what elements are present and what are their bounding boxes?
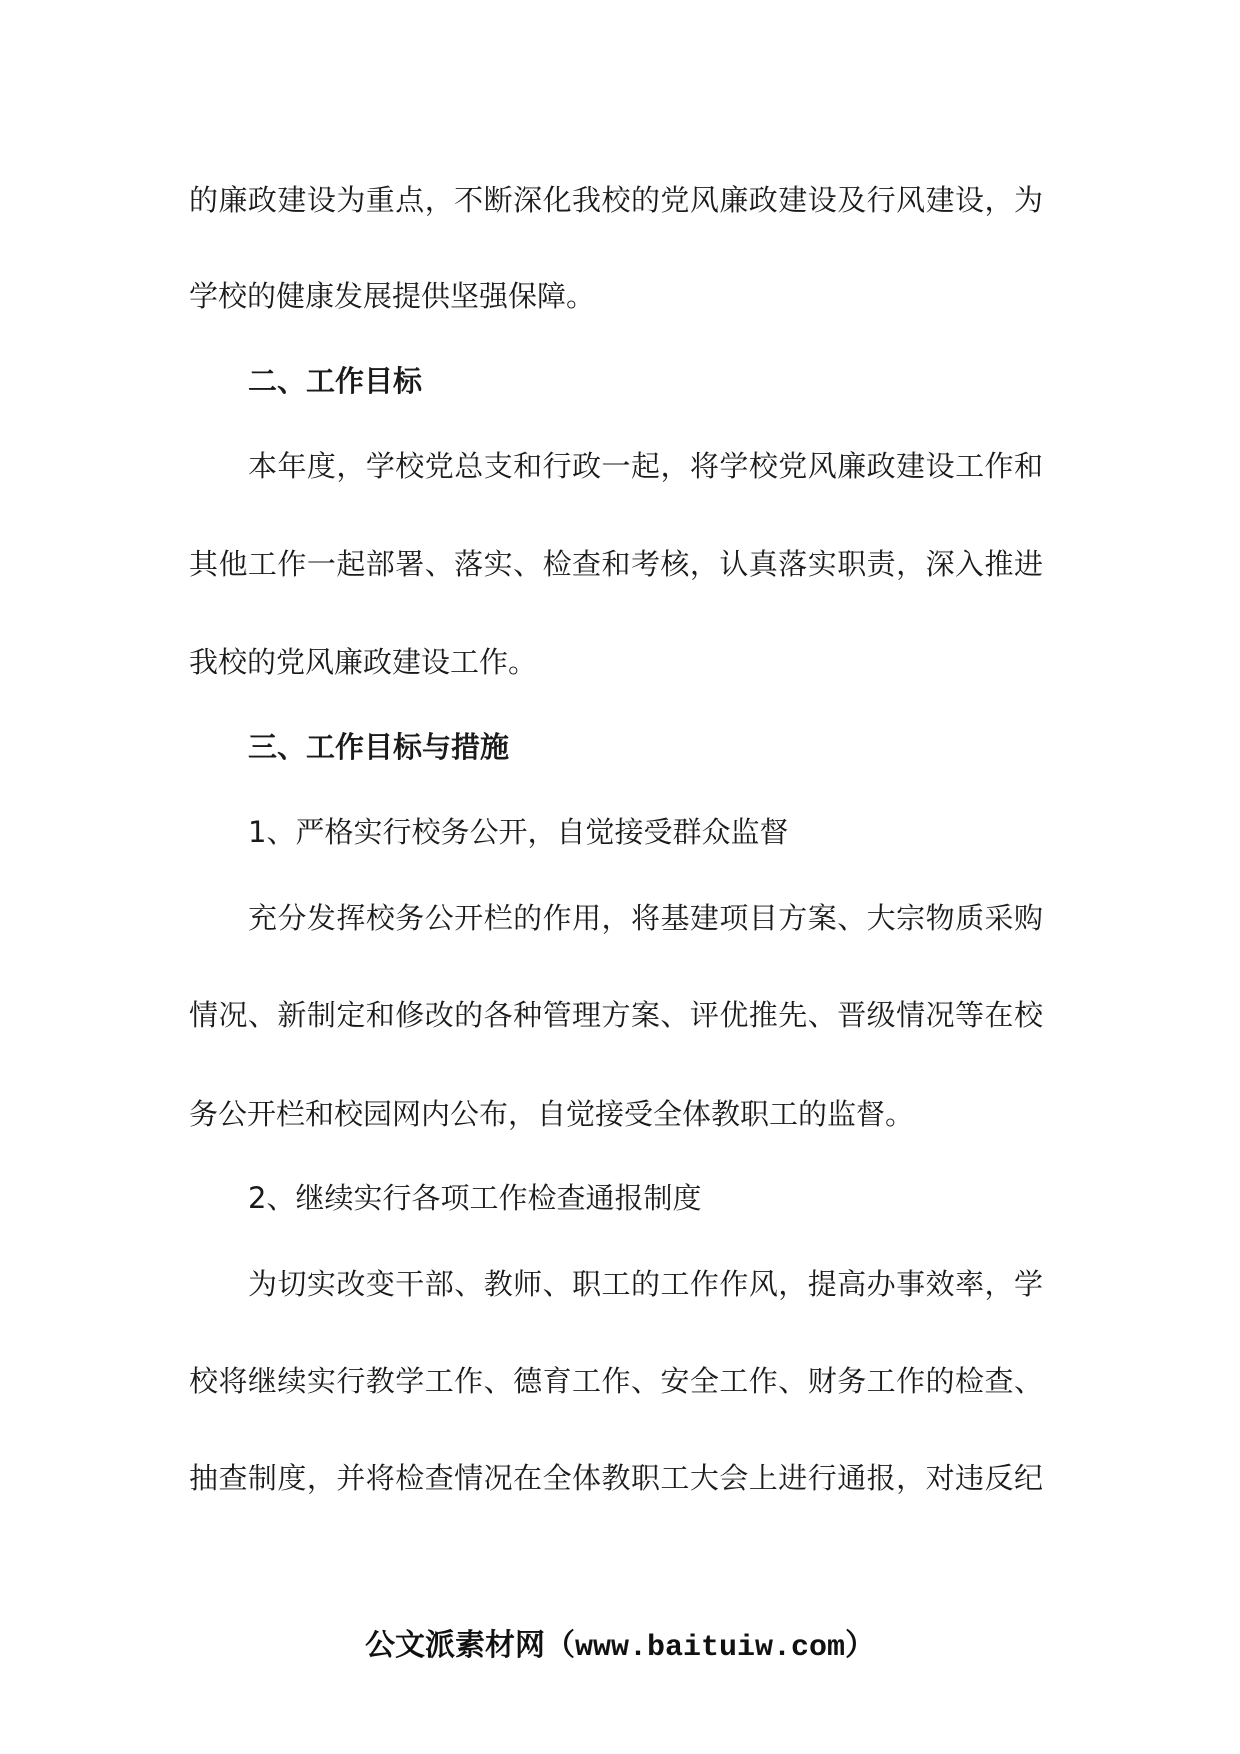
subsection-heading-2: 2、继续实行各项工作检查通报制度 [248,1181,702,1215]
paragraph-line: 为切实改变干部、教师、职工的工作作风，提高办事效率，学 [248,1267,1043,1301]
paragraph-line: 的廉政建设为重点，不断深化我校的党风廉政建设及行风建设，为 [189,183,1043,217]
paragraph-line: 其他工作一起部署、落实、检查和考核，认真落实职责，深入推进 [189,547,1043,581]
paragraph-line: 学校的健康发展提供坚强保障。 [189,279,596,313]
subsection-heading-1: 1、严格实行校务公开，自觉接受群众监督 [248,815,789,849]
paragraph-line: 情况、新制定和修改的各种管理方案、评优推先、晋级情况等在校 [189,998,1043,1032]
page-footer: 公文派素材网（www.baituiw.com） [364,1631,876,1665]
paragraph-line: 我校的党风廉政建设工作。 [189,645,538,679]
paragraph-line: 本年度，学校党总支和行政一起，将学校党风廉政建设工作和 [248,449,1043,483]
paragraph-line: 充分发挥校务公开栏的作用，将基建项目方案、大宗物质采购 [248,901,1043,935]
section-heading-goals: 二、工作目标 [248,364,423,398]
section-heading-measures: 三、工作目标与措施 [248,730,510,764]
paragraph-line: 校将继续实行教学工作、德育工作、安全工作、财务工作的检查、 [189,1364,1043,1398]
paragraph-line: 务公开栏和校园网内公布，自觉接受全体教职工的监督。 [189,1097,915,1131]
paragraph-line: 抽查制度，并将检查情况在全体教职工大会上进行通报，对违反纪 [189,1461,1043,1495]
